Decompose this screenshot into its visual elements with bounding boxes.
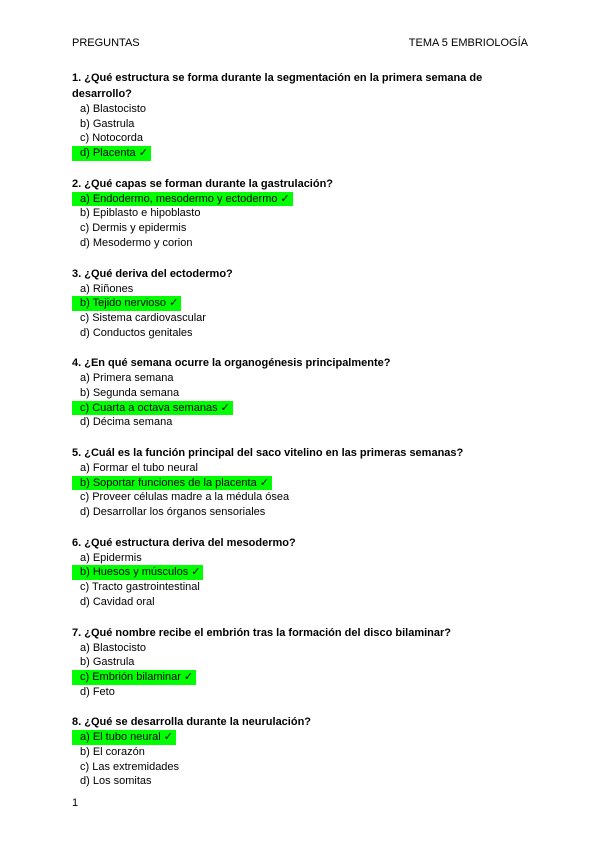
answer-option bbox=[72, 221, 532, 236]
option-label: c) Tracto gastrointestinal bbox=[80, 581, 200, 594]
option-list bbox=[72, 102, 532, 161]
option-list bbox=[72, 641, 532, 700]
answer-option bbox=[72, 371, 532, 386]
question-block bbox=[72, 176, 532, 251]
answer-option bbox=[72, 490, 532, 505]
answer-option bbox=[72, 580, 532, 595]
header-right-title: TEMA 5 EMBRIOLOGÍA bbox=[408, 37, 528, 49]
option-list bbox=[72, 730, 532, 789]
question-text: 5. ¿Cuál es la función principal del saco vitelino en las primeras semanas? bbox=[72, 447, 464, 459]
question-block bbox=[72, 266, 532, 341]
answer-option bbox=[72, 641, 532, 656]
option-label: b) Gastrula bbox=[80, 656, 135, 669]
option-label: c) Proveer células madre a la médula ósea bbox=[80, 491, 290, 504]
correct-answer-option bbox=[72, 476, 532, 491]
option-label: d) Décima semana bbox=[80, 416, 173, 429]
option-label: c) Dermis y epidermis bbox=[80, 222, 187, 235]
question-block bbox=[72, 70, 532, 161]
answer-option bbox=[72, 117, 532, 132]
answer-option bbox=[72, 236, 532, 251]
answer-option bbox=[72, 745, 532, 760]
correct-answer-option bbox=[72, 730, 532, 745]
answer-option bbox=[72, 415, 532, 430]
option-label: a) Riñones bbox=[80, 282, 134, 295]
answer-option bbox=[72, 326, 532, 341]
answer-option bbox=[72, 760, 532, 775]
option-label: a) Primera semana bbox=[80, 372, 174, 385]
option-label: d) Los somitas bbox=[80, 775, 152, 788]
question-block bbox=[72, 355, 532, 430]
answer-option bbox=[72, 551, 532, 566]
answer-option bbox=[72, 685, 532, 700]
option-label: d) Desarrollar los órganos sensoriales bbox=[80, 506, 266, 519]
question-text: 4. ¿En qué semana ocurre la organogénesis principalmente? bbox=[72, 357, 391, 370]
correct-answer-option bbox=[72, 401, 532, 416]
option-label: a) Blastocisto bbox=[80, 641, 147, 654]
option-label: c) Cuarta a octava semanas ✓ bbox=[72, 401, 233, 416]
option-label: a) Epidermis bbox=[80, 551, 142, 564]
option-label: b) Soportar funciones de la placenta ✓ bbox=[72, 476, 272, 491]
question-text: 6. ¿Qué estructura deriva del mesodermo? bbox=[72, 536, 296, 549]
option-label: a) El tubo neural ✓ bbox=[72, 730, 176, 745]
option-list bbox=[72, 192, 532, 251]
option-list bbox=[72, 551, 532, 610]
option-label: d) Feto bbox=[80, 685, 115, 698]
answer-option bbox=[72, 311, 532, 326]
question-text: 2. ¿Qué capas se forman durante la gastrulación? bbox=[72, 177, 334, 190]
option-label: c) Las extremidades bbox=[80, 760, 180, 773]
correct-answer-option bbox=[72, 146, 532, 161]
answer-option bbox=[72, 505, 532, 520]
answer-option bbox=[72, 774, 532, 789]
question-list bbox=[72, 70, 532, 804]
question-block bbox=[72, 535, 532, 610]
option-label: b) Segunda semana bbox=[80, 386, 180, 399]
page-header bbox=[72, 37, 528, 51]
option-label: a) Blastocisto bbox=[80, 103, 147, 115]
option-label: b) El corazón bbox=[80, 745, 145, 758]
answer-option bbox=[72, 282, 532, 297]
answer-option bbox=[72, 461, 532, 476]
option-list bbox=[72, 282, 532, 341]
question-text: 7. ¿Qué nombre recibe el embrión tras la formación del disco bilaminar? bbox=[72, 626, 451, 639]
answer-option bbox=[72, 386, 532, 401]
question-block bbox=[72, 714, 532, 789]
correct-answer-option bbox=[72, 565, 532, 580]
option-label: c) Sistema cardiovascular bbox=[80, 311, 206, 324]
option-label: d) Placenta ✓ bbox=[72, 146, 151, 161]
question-block bbox=[72, 445, 532, 520]
question-block bbox=[72, 625, 532, 700]
answer-option bbox=[72, 131, 532, 146]
option-label: c) Notocorda bbox=[80, 132, 143, 145]
option-label: b) Epiblasto e hipoblasto bbox=[80, 207, 201, 220]
option-label: b) Gastrula bbox=[80, 117, 135, 130]
option-label: a) Formar el tubo neural bbox=[80, 462, 198, 474]
answer-option bbox=[72, 206, 532, 221]
question-text: 1. ¿Qué estructura se forma durante la segmentación en la primera semana de desarrollo? bbox=[72, 72, 483, 100]
correct-answer-option bbox=[72, 670, 532, 685]
answer-option bbox=[72, 655, 532, 670]
page-number: 1 bbox=[72, 797, 79, 809]
header-left-title: PREGUNTAS bbox=[72, 37, 140, 49]
question-text: 3. ¿Qué deriva del ectodermo? bbox=[72, 267, 233, 280]
correct-answer-option bbox=[72, 296, 532, 311]
answer-option bbox=[72, 102, 532, 117]
option-label: b) Huesos y músculos ✓ bbox=[72, 565, 203, 580]
option-label: a) Endodermo, mesodermo y ectodermo ✓ bbox=[72, 192, 293, 207]
option-label: d) Mesodermo y corion bbox=[80, 236, 193, 249]
option-list bbox=[72, 371, 532, 430]
option-list bbox=[72, 461, 532, 520]
option-label: b) Tejido nervioso ✓ bbox=[72, 296, 181, 311]
option-label: d) Conductos genitales bbox=[80, 326, 193, 339]
option-label: c) Embrión bilaminar ✓ bbox=[72, 670, 196, 685]
correct-answer-option bbox=[72, 192, 532, 207]
option-label: d) Cavidad oral bbox=[80, 595, 155, 608]
question-text: 8. ¿Qué se desarrolla durante la neurulación? bbox=[72, 716, 312, 729]
answer-option bbox=[72, 595, 532, 610]
